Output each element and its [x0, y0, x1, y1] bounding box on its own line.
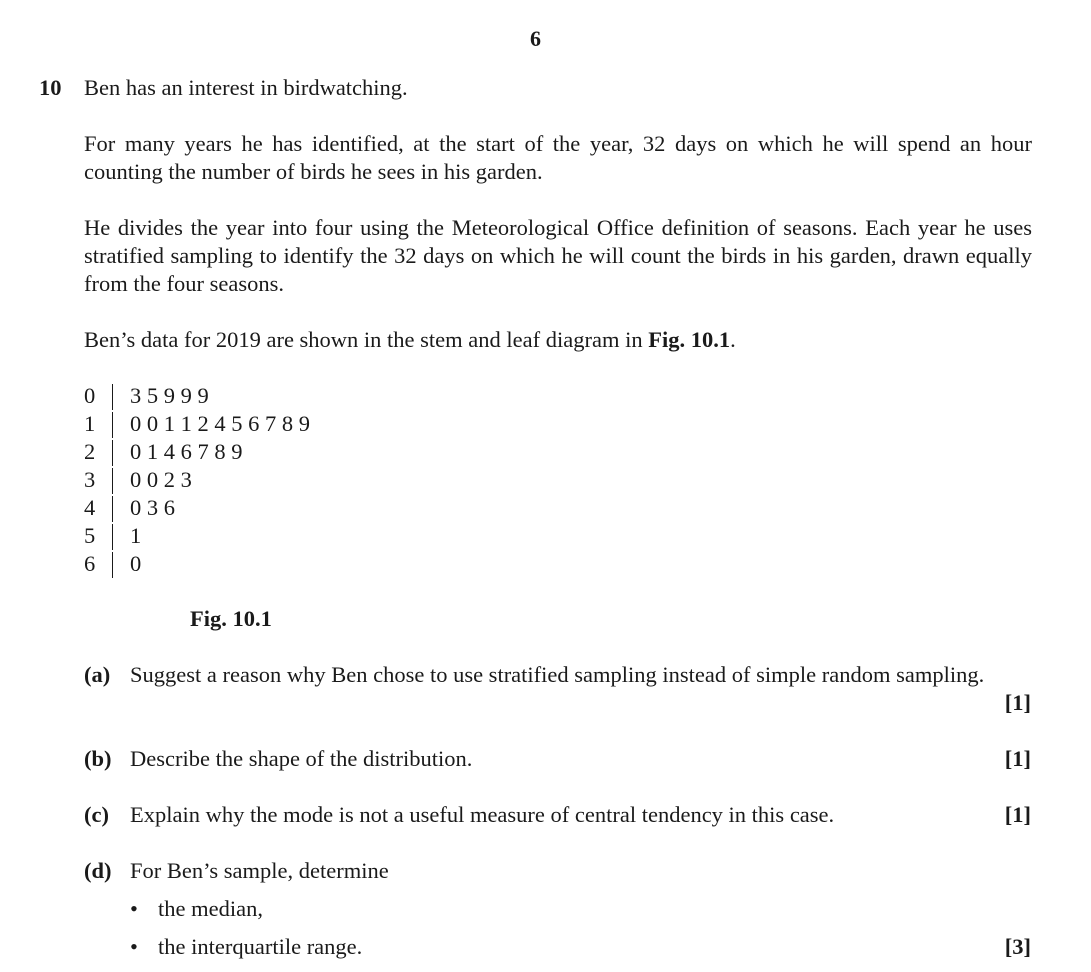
part-d-text: For Ben’s sample, determine [130, 858, 389, 883]
leaf-values: 3 5 9 9 9 [130, 383, 209, 408]
part-d-bullet-iqr: the interquartile range. [158, 934, 363, 959]
question-paragraph-2: He divides the year into four using the Meteorological Office definition of seasons. Each year he uses stratified sampling to identify the 32 days on which he will count the birds in his garden, drawn equally from the four seasons. [84, 215, 1032, 296]
part-c-marks: [1] [1004, 802, 1031, 827]
part-a-marks: [1] [1004, 690, 1031, 715]
stem-and-leaf-diagram [84, 382, 310, 578]
stem-leaf-row [84, 466, 310, 494]
page-number: 6 [530, 26, 541, 51]
stem-value: 0 [84, 383, 96, 408]
stem-value: 5 [84, 523, 96, 548]
stem-leaf-row [84, 410, 310, 438]
part-a-text: Suggest a reason why Ben chose to use stratified sampling instead of simple random sampling. [130, 662, 985, 687]
stem-value: 4 [84, 495, 96, 520]
part-a-label: (a) [84, 662, 111, 687]
part-b-label: (b) [84, 746, 112, 771]
leaf-values: 0 0 1 1 2 4 5 6 7 8 9 [130, 411, 310, 436]
part-d-marks: [3] [1004, 934, 1031, 959]
question-intro: Ben has an interest in birdwatching. [84, 75, 408, 100]
figure-reference: Fig. 10.1 [648, 327, 731, 352]
stem-leaf-row [84, 494, 310, 522]
stem-leaf-row [84, 522, 310, 550]
leaf-values: 0 3 6 [130, 495, 175, 520]
paragraph-3-suffix: . [730, 327, 736, 352]
part-c-text: Explain why the mode is not a useful measure of central tendency in this case. [130, 802, 835, 827]
stem-leaf-row [84, 438, 310, 466]
question-paragraph-1: For many years he has identified, at the start of the year, 32 days on which he will spend an hour counting the number of birds he sees in his garden. [84, 131, 1032, 184]
leaf-values: 0 [130, 551, 142, 576]
part-b-marks: [1] [1004, 746, 1031, 771]
leaf-values: 1 [130, 523, 142, 548]
figure-caption: Fig. 10.1 [190, 606, 272, 631]
question-number: 10 [39, 75, 62, 100]
paragraph-3-text: Ben’s data for 2019 are shown in the stem and leaf diagram in [84, 327, 649, 352]
part-c-label: (c) [84, 802, 109, 827]
stem-value: 1 [84, 411, 96, 436]
part-d-label: (d) [84, 858, 112, 883]
stem-leaf-row [84, 382, 310, 410]
part-b-text: Describe the shape of the distribution. [130, 746, 473, 771]
stem-value: 6 [84, 551, 96, 576]
stem-leaf-row [84, 550, 310, 578]
leaf-values: 0 1 4 6 7 8 9 [130, 439, 243, 464]
stem-value: 2 [84, 439, 96, 464]
bullet-icon: • [130, 896, 138, 921]
stem-value: 3 [84, 467, 96, 492]
bullet-icon: • [130, 934, 138, 959]
part-d-bullet-median: the median, [158, 896, 263, 921]
leaf-values: 0 0 2 3 [130, 467, 192, 492]
question-paragraph-3 [84, 326, 1032, 354]
